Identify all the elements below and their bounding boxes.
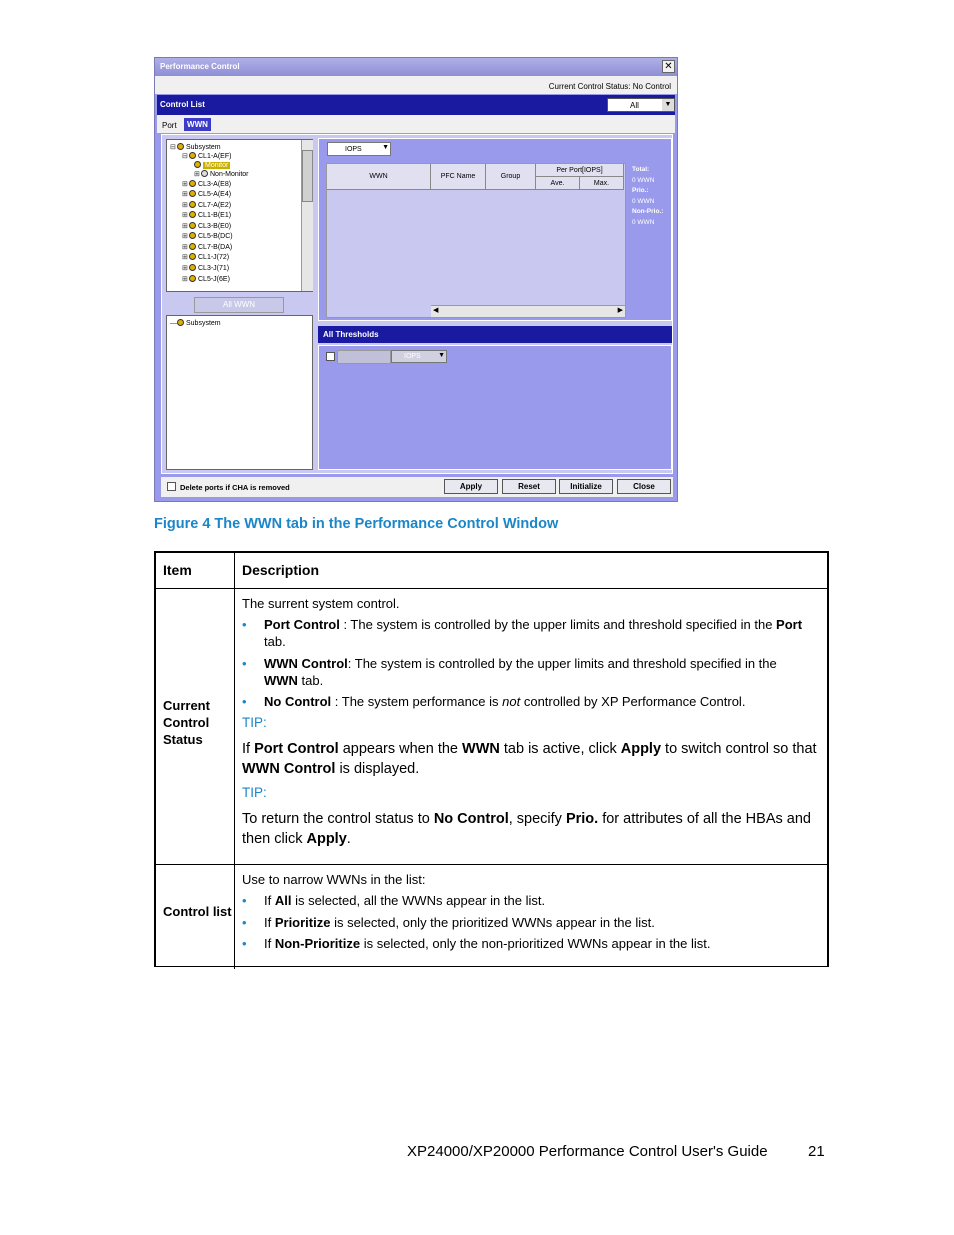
port-tree[interactable] (166, 139, 313, 292)
row2-intro: Use to narrow WWNs in the list: (242, 872, 426, 887)
window-title: Performance Control (160, 62, 240, 71)
tip-text: If Port Control appears when the WWN tab is active, click Apply to switch control so that WWN Control is displayed. (242, 741, 817, 777)
port-icon (189, 152, 196, 159)
performance-control-window (154, 57, 678, 502)
non-monitor-icon (201, 170, 208, 177)
nonprio-label: Non-Prio.: (632, 208, 664, 215)
initialize-button[interactable]: Initialize (559, 479, 613, 494)
row-item-control-list: Control list (163, 904, 232, 919)
footer-guide-title: XP24000/XP20000 Performance Control User's Guide (407, 1143, 768, 1160)
row-divider (156, 864, 829, 865)
port-icon (189, 243, 196, 250)
delete-ports-checkbox[interactable] (167, 482, 176, 491)
tree-root[interactable]: ⊟ Subsystem (170, 144, 221, 151)
control-list-value: All (630, 101, 639, 110)
scroll-right-icon[interactable]: ▶ (617, 307, 623, 314)
control-list-bar (157, 95, 675, 115)
close-icon[interactable]: ✕ (662, 60, 675, 73)
tree-item[interactable]: ⊞ CL3-A(E8) (182, 181, 232, 188)
port-icon (189, 232, 196, 239)
window-titlebar (155, 58, 677, 76)
control-list-select[interactable] (607, 98, 675, 112)
col-per-port[interactable]: Per Port[IOPS] (536, 164, 624, 177)
tab-wwn[interactable]: WWN (184, 118, 211, 131)
page-number: 21 (808, 1143, 825, 1160)
content-area (161, 134, 673, 474)
subsystem-icon (177, 319, 184, 326)
threshold-input[interactable] (337, 350, 391, 364)
tree-item[interactable]: ⊞ CL5-J(6E) (182, 276, 230, 283)
tip-label: TIP: (242, 715, 267, 730)
all-wwn-button[interactable]: All WWN (194, 297, 284, 313)
col-group[interactable]: Group (486, 164, 536, 190)
tree-item[interactable]: ⊟ CL1-A(EF) (182, 153, 232, 160)
monitor-icon (194, 161, 201, 168)
reset-button[interactable]: Reset (502, 479, 556, 494)
column-divider (234, 553, 235, 969)
figure-caption: Figure 4 The WWN tab in the Performance Control Window (154, 516, 559, 532)
thresholds-panel (318, 345, 672, 470)
prio-label: Prio.: (632, 187, 649, 194)
horizontal-scrollbar[interactable] (431, 305, 625, 317)
subsystem-icon (177, 143, 184, 150)
prio-value: 0 WWN (632, 197, 655, 205)
row-item-current-control-status: Current Control Status (163, 698, 210, 747)
port-icon (189, 222, 196, 229)
description-table: Item Description Current Control Status The surrent system control. • Port Control : The system is controlled by the upper limits and threshold specified in the Port tab. • WWN Control: The system is controlled by the upper limits and threshold specified in the WWN tab. • No Control : The system performance is not controlled by XP Performance Control. TIP: If Port Control appears when the WWN tab is active, click Apply to switch control so that WWN Control is displayed. TIP: To return the control status to No Control, specify Prio. for attributes of all the HBAs and then click Apply. Control list Use to narrow WWNs in the list: • If All is selected, all the WWNs appear in the list. • If Prioritize is selected, only the prioritized WWNs appear in the list. • If Non-Prioritize is selected, only the non-prioritized WWNs appear in the list. (154, 551, 829, 967)
tree-item[interactable]: ⊞ CL7-A(E2) (182, 202, 232, 209)
total-label: Total: (632, 166, 650, 173)
tree-scrollbar[interactable] (301, 140, 313, 291)
current-control-status: Current Control Status: No Control (548, 82, 671, 91)
tree-item[interactable]: ⊞ CL3-J(71) (182, 265, 230, 272)
row1-intro: The surrent system control. (242, 596, 400, 611)
scroll-left-icon[interactable]: ◀ (433, 307, 439, 314)
col-pfc-name[interactable]: PFC Name (431, 164, 486, 190)
port-icon (189, 275, 196, 282)
col-ave[interactable]: Ave. (536, 177, 580, 190)
header-divider (156, 588, 829, 589)
summary-panel (632, 165, 663, 228)
apply-button[interactable]: Apply (444, 479, 498, 494)
tab-row (157, 115, 675, 133)
col-wwn[interactable]: WWN (327, 164, 431, 190)
tree-item[interactable]: ⊞ CL3-B(E0) (182, 223, 232, 230)
close-button[interactable]: Close (617, 479, 671, 494)
tree-item-monitor[interactable]: Monitor (194, 161, 230, 170)
status-row (155, 76, 677, 94)
tree-item[interactable]: ⊞ CL1-B(E1) (182, 212, 232, 219)
col-max[interactable]: Max. (580, 177, 624, 190)
chevron-down-icon: ▼ (438, 352, 445, 359)
wwn-list-panel (318, 138, 672, 321)
iops-select[interactable]: IOPS ▼ (327, 142, 391, 156)
header-description: Description (242, 562, 320, 578)
wwn-table[interactable] (326, 163, 626, 318)
port-icon (189, 264, 196, 271)
total-value: 0 WWN (632, 176, 655, 184)
bottom-bar (161, 477, 673, 497)
port-icon (189, 201, 196, 208)
control-list-label: Control List (160, 100, 205, 109)
tree-item[interactable]: ⊞ CL7-B(DA) (182, 244, 233, 251)
header-item: Item (163, 562, 192, 578)
tree-item[interactable]: ⊞ CL5-A(E4) (182, 191, 232, 198)
tab-port[interactable]: Port (162, 121, 177, 130)
tip-text: To return the control status to No Control, specify Prio. for attributes of all the HBAs and then click Apply. (242, 811, 811, 847)
port-icon (189, 211, 196, 218)
delete-ports-option[interactable]: Delete ports if CHA is removed (167, 482, 290, 492)
tree-root[interactable]: — Subsystem (170, 320, 221, 327)
tree-item[interactable]: ⊞ CL1-J(72) (182, 254, 230, 261)
chevron-down-icon: ▼ (662, 99, 674, 111)
table-bottom-line (156, 966, 829, 967)
all-thresholds-bar (318, 326, 672, 343)
port-icon (189, 190, 196, 197)
wwn-tree[interactable] (166, 315, 313, 470)
scroll-thumb[interactable] (302, 150, 313, 202)
nonprio-value: 0 WWN (632, 218, 655, 226)
tree-item[interactable]: ⊞ CL5-B(DC) (182, 233, 233, 240)
threshold-unit-select[interactable]: IOPS ▼ (391, 350, 447, 363)
chevron-down-icon: ▼ (382, 144, 389, 151)
port-icon (189, 253, 196, 260)
threshold-checkbox[interactable] (326, 352, 335, 361)
port-icon (189, 180, 196, 187)
tree-item-non-monitor[interactable]: ⊞ Non-Monitor (194, 171, 249, 178)
tip-label: TIP: (242, 785, 267, 800)
button-group (444, 479, 672, 495)
all-thresholds-label: All Thresholds (323, 330, 379, 339)
